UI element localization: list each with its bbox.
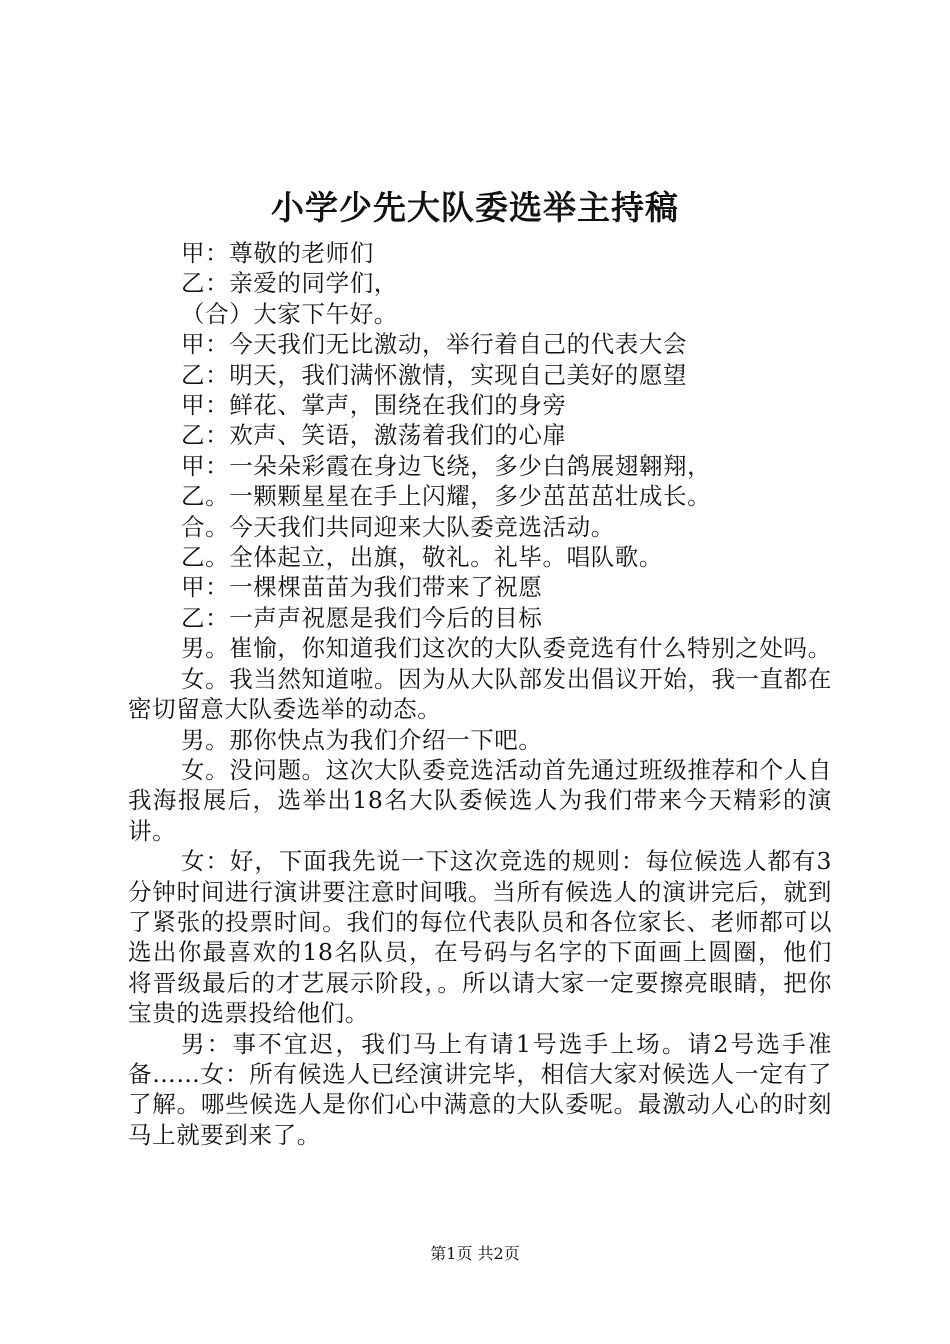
paragraph: 乙。一颗颗星星在手上闪耀，多少茁茁茁壮成长。 bbox=[181, 482, 712, 511]
paragraph: 女。没问题。这次大队委竞选活动首先通过班级推荐和个人自我海报展后，选举出18名大队委候选人为我们带来今天精彩的演讲。 bbox=[128, 755, 832, 845]
paragraph: 乙：一声声祝愿是我们今后的目标 bbox=[181, 603, 543, 632]
paragraph: 乙：亲爱的同学们， bbox=[181, 269, 398, 298]
paragraph: 甲：今天我们无比激动，举行着自己的代表大会 bbox=[181, 330, 688, 359]
paragraph: 男。那你快点为我们介绍一下吧。 bbox=[181, 725, 543, 754]
paragraph: 甲：一朵朵彩霞在身边飞绕，多少白鸽展翅翱翔， bbox=[181, 451, 712, 480]
paragraph: 女：好，下面我先说一下这次竞选的规则：每位候选人都有3分钟时间进行演讲要注意时间哦。当所有候选人的演讲完后，就到了紧张的投票时间。我们的每位代表队员和各位家长、老师都可以选出你最喜欢的18名队员，在号码与名字的下面画上圆圈，他们将晋级最后的才艺展示阶段，。所以请大家一定要擦亮眼睛，把你宝贵的选票投给他们。 bbox=[128, 847, 832, 1028]
paragraph: 甲：尊敬的老师们 bbox=[181, 239, 374, 267]
paragraph: 甲：鲜花、掌声，围绕在我们的身旁 bbox=[181, 391, 567, 420]
paragraph: 乙。全体起立，出旗，敬礼。礼毕。唱队歌。 bbox=[181, 543, 663, 572]
paragraph: 乙：欢声、笑语，激荡着我们的心扉 bbox=[181, 421, 567, 450]
paragraph: 合。今天我们共同迎来大队委竞选活动。 bbox=[181, 512, 615, 541]
paragraph: 男：事不宜迟，我们马上有请1号选手上场。请2号选手准备……女：所有候选人已经演讲完毕，相信大家对候选人一定有了了解。哪些候选人是你们心中满意的大队委呢。最激动人心的时刻马上就要到来了。 bbox=[128, 1029, 832, 1149]
paragraph: 女。我当然知道啦。因为从大队部发出倡议开始，我一直都在密切留意大队委选举的动态。 bbox=[128, 664, 832, 724]
paragraph: 男。崔愉，你知道我们这次的大队委竞选有什么特别之处吗。 bbox=[181, 634, 832, 663]
page-number-footer: 第1页 共2页 bbox=[430, 1244, 520, 1263]
paragraph: 甲：一棵棵苗苗为我们带来了祝愿 bbox=[181, 573, 543, 602]
document-title: 小学少先大队委选举主持稿 bbox=[271, 188, 679, 227]
paragraph: 乙：明天，我们满怀激情，实现自己美好的愿望 bbox=[181, 360, 688, 389]
paragraph: （合）大家下午好。 bbox=[181, 299, 398, 328]
document-body bbox=[128, 238, 832, 1150]
